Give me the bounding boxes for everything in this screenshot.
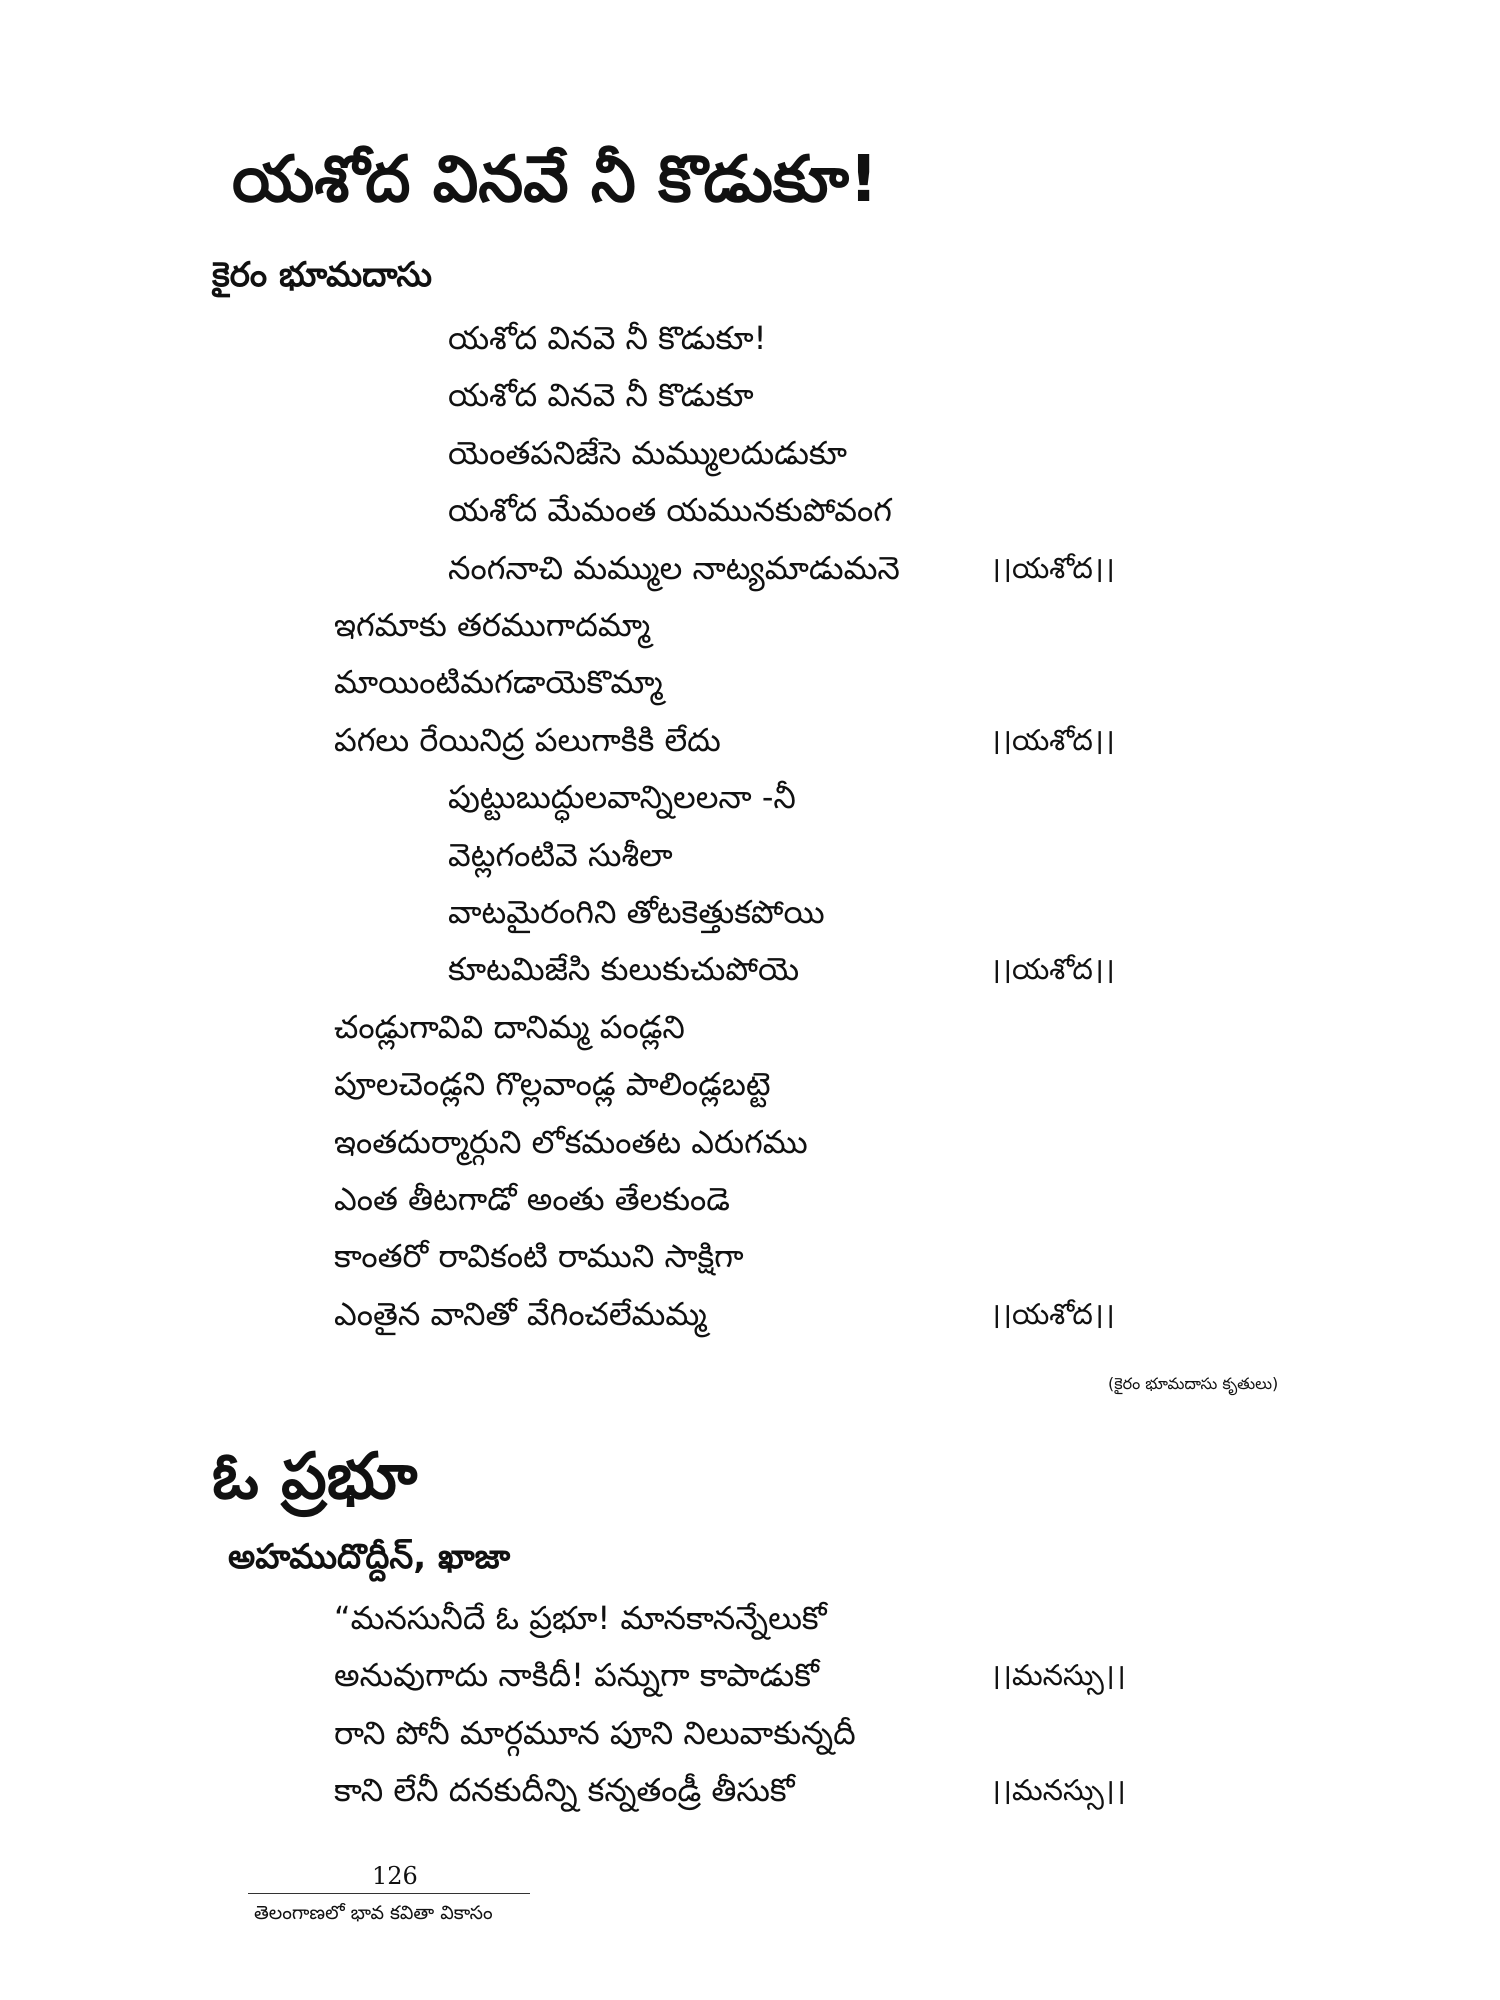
verse-line: యెంతపనిజేసె మమ్ములదుడుకూ bbox=[448, 434, 848, 472]
verse-line: కాంతరో రావికంటి రాముని సాక్షిగా bbox=[334, 1237, 744, 1275]
song2-title: ఓ ప్రభూ bbox=[212, 1440, 418, 1514]
verse-line: నంగనాచి మమ్ముల నాట్యమాడుమనె bbox=[448, 549, 900, 587]
verse-line: పూలచెండ్లని గొల్లవాండ్ల పాలిండ్లబట్టె bbox=[334, 1065, 771, 1103]
verse-line: అనువుగాదు నాకిదీ! పన్నుగా కాపాడుకో bbox=[334, 1656, 819, 1694]
refrain-marker: ।।యశోద।। bbox=[990, 723, 1115, 757]
verse-line: “మనసునీదే ఓ ప్రభూ! మానకానన్నేలుకో bbox=[334, 1599, 827, 1637]
song1-title: యశోద వినవే నీ కొడుకూ! bbox=[232, 143, 879, 217]
song2-author: అహముదొద్దీన్, ఖాజా bbox=[228, 1537, 511, 1577]
verse-line: వెట్లగంటివె సుశీలా bbox=[448, 836, 673, 874]
verse-line: యశోద వినవె నీ కొడుకూ bbox=[448, 376, 754, 414]
refrain-marker: ।।మనస్సు।। bbox=[990, 1773, 1126, 1807]
verse-line: కూటమిజేసి కులుకుచుపోయె bbox=[448, 950, 800, 988]
refrain-marker: ।।యశోద।। bbox=[990, 551, 1115, 585]
verse-line: ఎంతైన వానితో వేగించలేమమ్మ bbox=[334, 1295, 707, 1333]
song1-author: కైరం భూమదాసు bbox=[212, 255, 433, 295]
verse-line: పగలు రేయినిద్ర పలుగాకికి లేదు bbox=[334, 721, 721, 759]
verse-line: ఎంత తీటగాడో అంతు తేలకుండె bbox=[334, 1180, 730, 1218]
verse-line: ఇంతదుర్మార్గుని లోకమంతట ఎరుగము bbox=[334, 1123, 808, 1161]
verse-line: కాని లేనీ దనకుదీన్ని కన్నతండ్రీ తీసుకో bbox=[334, 1771, 795, 1809]
book-title: తెలంగాణలో భావ కవితా వికాసం bbox=[254, 1902, 493, 1924]
verse-line: పుట్టుబుద్ధులవాన్నిలలనా -నీ bbox=[448, 778, 796, 816]
refrain-marker: ।।మనస్సు।। bbox=[990, 1658, 1126, 1692]
refrain-marker: ।।యశోద।। bbox=[990, 952, 1115, 986]
verse-line: చండ్లుగావివి దానిమ్మ పండ్లని bbox=[334, 1008, 685, 1046]
verse-line: యశోద వినవె నీ కొడుకూ! bbox=[448, 319, 767, 357]
verse-line: ఇగమాకు తరముగాదమ్మా bbox=[334, 606, 651, 644]
verse-line: వాటమైరంగిని తోటకెత్తుకపోయి bbox=[448, 893, 825, 931]
verse-line: రాని పోనీ మార్గమూన పూని నిలువాకున్నదీ bbox=[334, 1714, 856, 1752]
refrain-marker: ।।యశోద।। bbox=[990, 1297, 1115, 1331]
verse-line: మాయింటిమగడాయెకొమ్మా bbox=[334, 663, 663, 701]
song1-source: (కైరం భూమదాసు కృతులు) bbox=[1108, 1374, 1279, 1393]
verse-line: యశోద మేమంత యమునకుపోవంగ bbox=[448, 491, 892, 529]
footer-rule bbox=[248, 1893, 530, 1894]
page-number: 126 bbox=[372, 1862, 418, 1890]
